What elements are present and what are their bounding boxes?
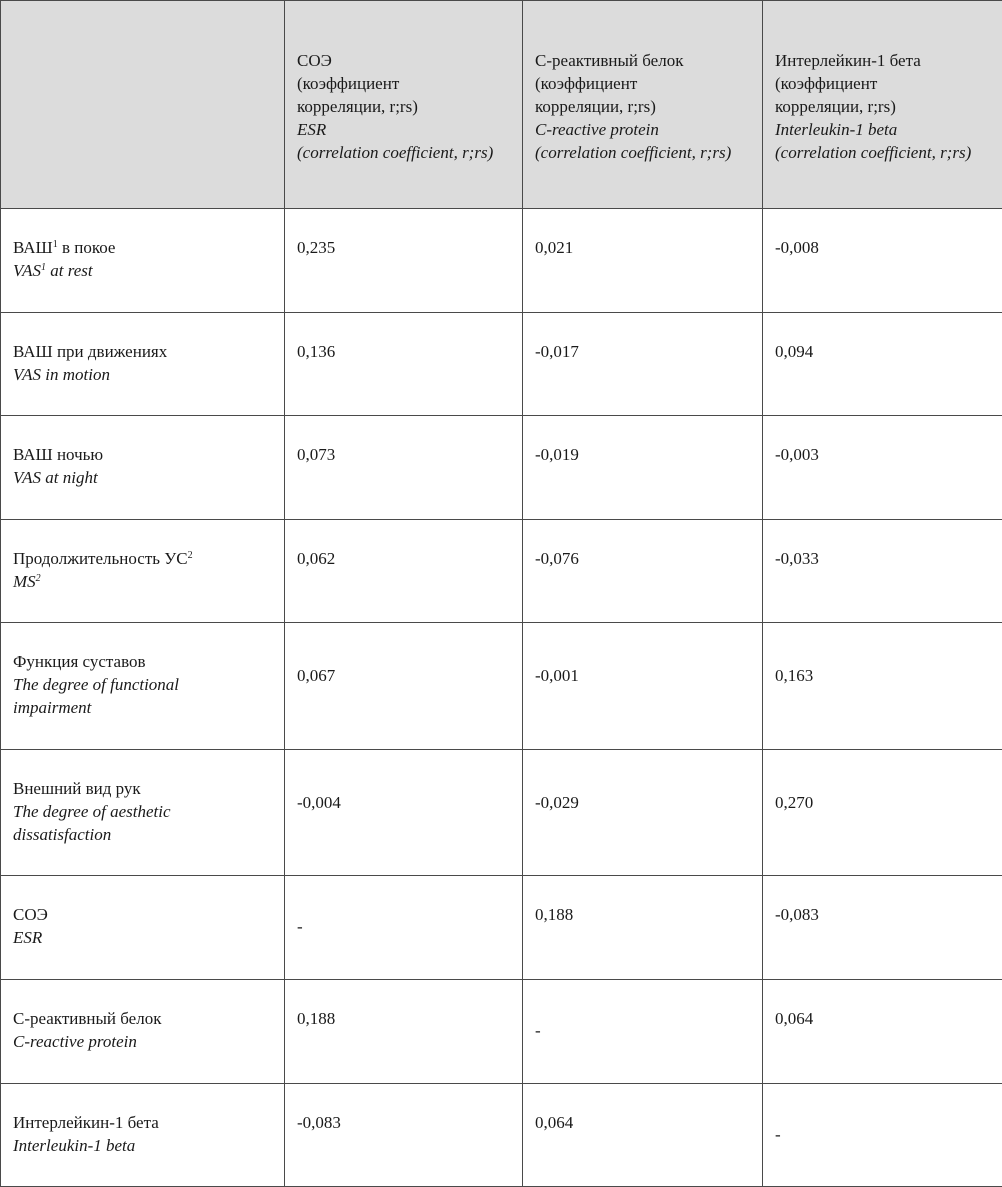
row-label-en: dissatisfaction	[13, 823, 274, 846]
table-row	[1, 750, 1002, 876]
empty-dash: -	[535, 1007, 752, 1042]
header-ru-line: (коэффициент	[297, 72, 512, 95]
table-row	[1, 980, 1002, 1084]
row-label-cell	[1, 416, 285, 520]
row-label-cell	[1, 313, 285, 416]
row-label-en: impairment	[13, 696, 274, 719]
value-cell-crp: -0,029	[523, 750, 763, 876]
value-cell-il1b: 0,270	[763, 750, 1002, 876]
row-label-en: VAS at night	[13, 466, 274, 489]
row-label-cell	[1, 750, 285, 876]
header-cell-il1b	[763, 1, 1002, 209]
header-cell-esr	[285, 1, 523, 209]
value-cell-esr: -0,004	[285, 750, 523, 876]
value-cell-crp	[523, 980, 763, 1084]
header-en-line: C-reactive protein	[535, 118, 752, 141]
table-row	[1, 876, 1002, 980]
row-label-en: VAS$^1$ at rest	[13, 259, 274, 282]
empty-dash: -	[775, 1111, 992, 1146]
value-cell-esr: 0,062	[285, 520, 523, 623]
header-ru-line: корреляции, r;rs)	[297, 95, 512, 118]
table-row	[1, 416, 1002, 520]
value-cell-esr: 0,073	[285, 416, 523, 520]
header-ru-line: С-реактивный белок	[535, 49, 752, 72]
value-cell-crp: -0,019	[523, 416, 763, 520]
table-row	[1, 623, 1002, 750]
row-label-ru: С-реактивный белок	[13, 1007, 274, 1030]
row-label-en: C-reactive protein	[13, 1030, 274, 1053]
row-label-ru: ВАШ$^1$ в покое	[13, 236, 274, 259]
value-cell-esr: 0,067	[285, 623, 523, 750]
value-cell-esr: -0,083	[285, 1084, 523, 1187]
table-row	[1, 209, 1002, 313]
value-cell-crp: -0,017	[523, 313, 763, 416]
row-label-ru: СОЭ	[13, 903, 274, 926]
empty-dash: -	[297, 903, 512, 938]
row-label-en: VAS in motion	[13, 363, 274, 386]
table-row	[1, 520, 1002, 623]
header-ru-line: (коэффициент	[535, 72, 752, 95]
value-cell-crp: 0,064	[523, 1084, 763, 1187]
value-cell-esr: 0,235	[285, 209, 523, 313]
value-cell-il1b: -0,003	[763, 416, 1002, 520]
value-cell-il1b: -0,033	[763, 520, 1002, 623]
header-en-line: (correlation coefficient, r;rs)	[535, 141, 752, 164]
table-header-row	[1, 1, 1002, 209]
table-row	[1, 313, 1002, 416]
value-cell-il1b: 0,094	[763, 313, 1002, 416]
row-label-cell	[1, 876, 285, 980]
value-cell-crp: 0,021	[523, 209, 763, 313]
value-cell-il1b: -0,083	[763, 876, 1002, 980]
row-label-cell	[1, 209, 285, 313]
row-label-cell	[1, 623, 285, 750]
row-label-cell	[1, 1084, 285, 1187]
row-label-cell	[1, 520, 285, 623]
header-en-line: (correlation coefficient, r;rs)	[297, 141, 512, 164]
value-cell-esr: 0,136	[285, 313, 523, 416]
row-label-en: $MS^2$	[13, 570, 274, 593]
header-cell-empty	[1, 1, 285, 209]
header-ru-line: СОЭ	[297, 49, 512, 72]
header-ru-line: корреляции, r;rs)	[535, 95, 752, 118]
row-label-en: ESR	[13, 926, 274, 949]
table-row	[1, 1084, 1002, 1187]
header-en-line: Interleukin-1 beta	[775, 118, 992, 141]
header-ru-line: корреляции, r;rs)	[775, 95, 992, 118]
row-label-ru: Продолжительность $УС^2$	[13, 547, 274, 570]
header-en-line: ESR	[297, 118, 512, 141]
header-ru-line: Интерлейкин-1 бета	[775, 49, 992, 72]
row-label-en: The degree of aesthetic	[13, 800, 274, 823]
value-cell-crp: -0,001	[523, 623, 763, 750]
value-cell-il1b: 0,163	[763, 623, 1002, 750]
row-label-ru: ВАШ ночью	[13, 443, 274, 466]
row-label-ru: Внешний вид рук	[13, 777, 274, 800]
value-cell-esr	[285, 876, 523, 980]
header-cell-crp	[523, 1, 763, 209]
header-en-line: (correlation coefficient, r;rs)	[775, 141, 992, 164]
row-label-en: The degree of functional	[13, 673, 274, 696]
value-cell-crp: 0,188	[523, 876, 763, 980]
row-label-ru: Функция суставов	[13, 650, 274, 673]
row-label-en: Interleukin-1 beta	[13, 1134, 274, 1157]
value-cell-esr: 0,188	[285, 980, 523, 1084]
row-label-ru: Интерлейкин-1 бета	[13, 1111, 274, 1134]
row-label-ru: ВАШ при движениях	[13, 340, 274, 363]
value-cell-il1b: 0,064	[763, 980, 1002, 1084]
value-cell-crp: -0,076	[523, 520, 763, 623]
row-label-cell	[1, 980, 285, 1084]
value-cell-il1b	[763, 1084, 1002, 1187]
value-cell-il1b: -0,008	[763, 209, 1002, 313]
header-ru-line: (коэффициент	[775, 72, 992, 95]
